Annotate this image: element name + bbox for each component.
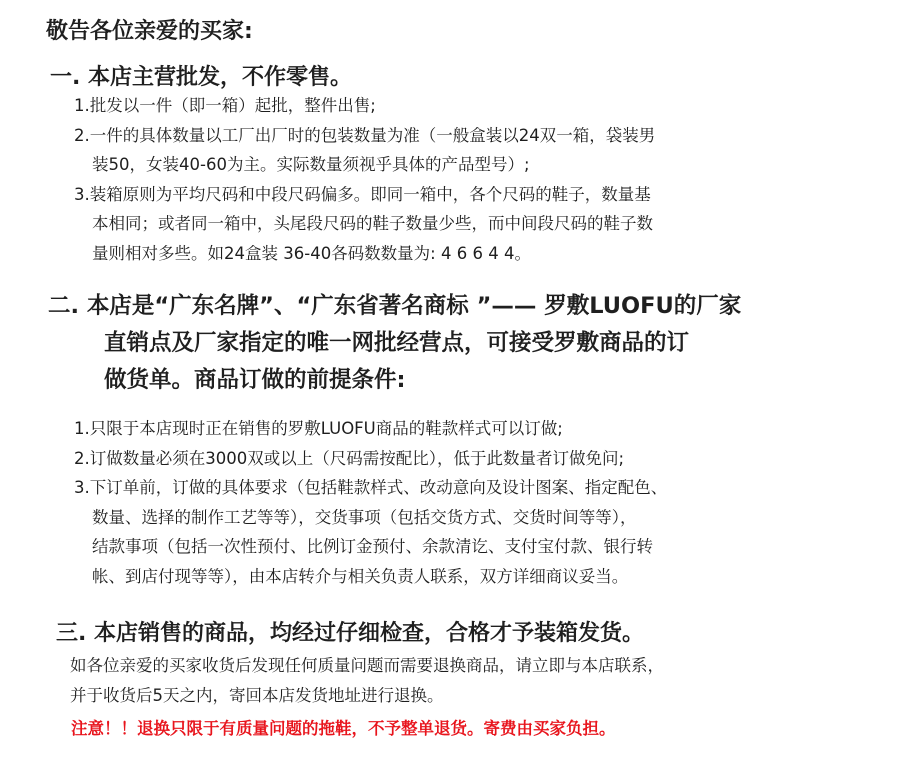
section-2-list — [74, 414, 854, 591]
section-2-item-1-line-1: 1.只限于本店现时正在销售的罗敷LUOFU商品的鞋款样式可以订做; — [74, 419, 563, 438]
section-1-item-3-line-3: 量则相对多些。如24盒装 36-40各码数数量为: 4 6 6 4 4。 — [92, 243, 531, 263]
section-2-item-3-line-4: 帐、到店付现等等），由本店转介与相关负责人联系，双方详细商议妥当。 — [92, 566, 629, 586]
section-2-item-2-line-1: 2.订做数量必须在3000双或以上（尺码需按配比），低于此数量者订做免问; — [74, 448, 625, 468]
section-1-heading: 一. 本店主营批发，不作零售。 — [50, 65, 353, 90]
section-1-item-3-line-2: 本相同；或者同一箱中，头尾段尺码的鞋子数量少些，而中间段尺码的鞋子数 — [92, 214, 653, 233]
section-1-list — [74, 91, 854, 268]
section-2-item-3-line-1: 3.下订单前，订做的具体要求（包括鞋款样式、改动意向及设计图案、指定配色、 — [74, 478, 668, 497]
section-1-item-3-line-1: 3.装箱原则为平均尺码和中段尺码偏多。即同一箱中，各个尺码的鞋子，数量基 — [74, 184, 651, 204]
section-1-item-1-line-1: 1.批发以一件（即一箱）起批，整件出售; — [74, 96, 376, 115]
section-2-heading-line-1: 二. 本店是“广东名牌”、“广东省著名商标 ”—— 罗敷LUOFU的厂家 — [48, 293, 742, 319]
section-3-heading: 三. 本店销售的商品，均经过仔细检查，合格才予装箱发货。 — [56, 621, 645, 646]
section-1-item-2-line-2: 装50，女装40-60为主。实际数量须视乎具体的产品型号）; — [92, 155, 530, 174]
section-1-item-2-line-1: 2.一件的具体数量以工厂出厂时的包装数量为准（一般盒装以24双一箱，袋装男 — [74, 125, 656, 145]
section-2-heading-line-2: 直销点及厂家指定的唯一网批经营点，可接受罗敷商品的订 — [104, 330, 690, 356]
return-policy-notice: 注意！！退换只限于有质量问题的拖鞋，不予整单退货。寄费由买家负担。 — [71, 719, 616, 738]
section-2-item-3-line-2: 数量、选择的制作工艺等等），交货事项（包括交货方式、交货时间等等）， — [92, 507, 637, 527]
section-3-paragraph-line-1: 如各位亲爱的买家收货后发现任何质量问题而需要退换商品，请立即与本店联系， — [70, 656, 664, 675]
section-3-paragraph-line-2: 并于收货后5天之内，寄回本店发货地址进行退换。 — [70, 686, 444, 705]
greeting-title: 敬告各位亲爱的买家: — [46, 19, 253, 44]
section-2-heading-line-3: 做货单。商品订做的前提条件: — [104, 367, 406, 393]
section-2-item-3-line-3: 结款事项（包括一次性预付、比例订金预付、余款清讫、支付宝付款、银行转 — [92, 537, 653, 556]
section-3-paragraph — [70, 651, 664, 711]
section-2-heading — [48, 288, 868, 399]
